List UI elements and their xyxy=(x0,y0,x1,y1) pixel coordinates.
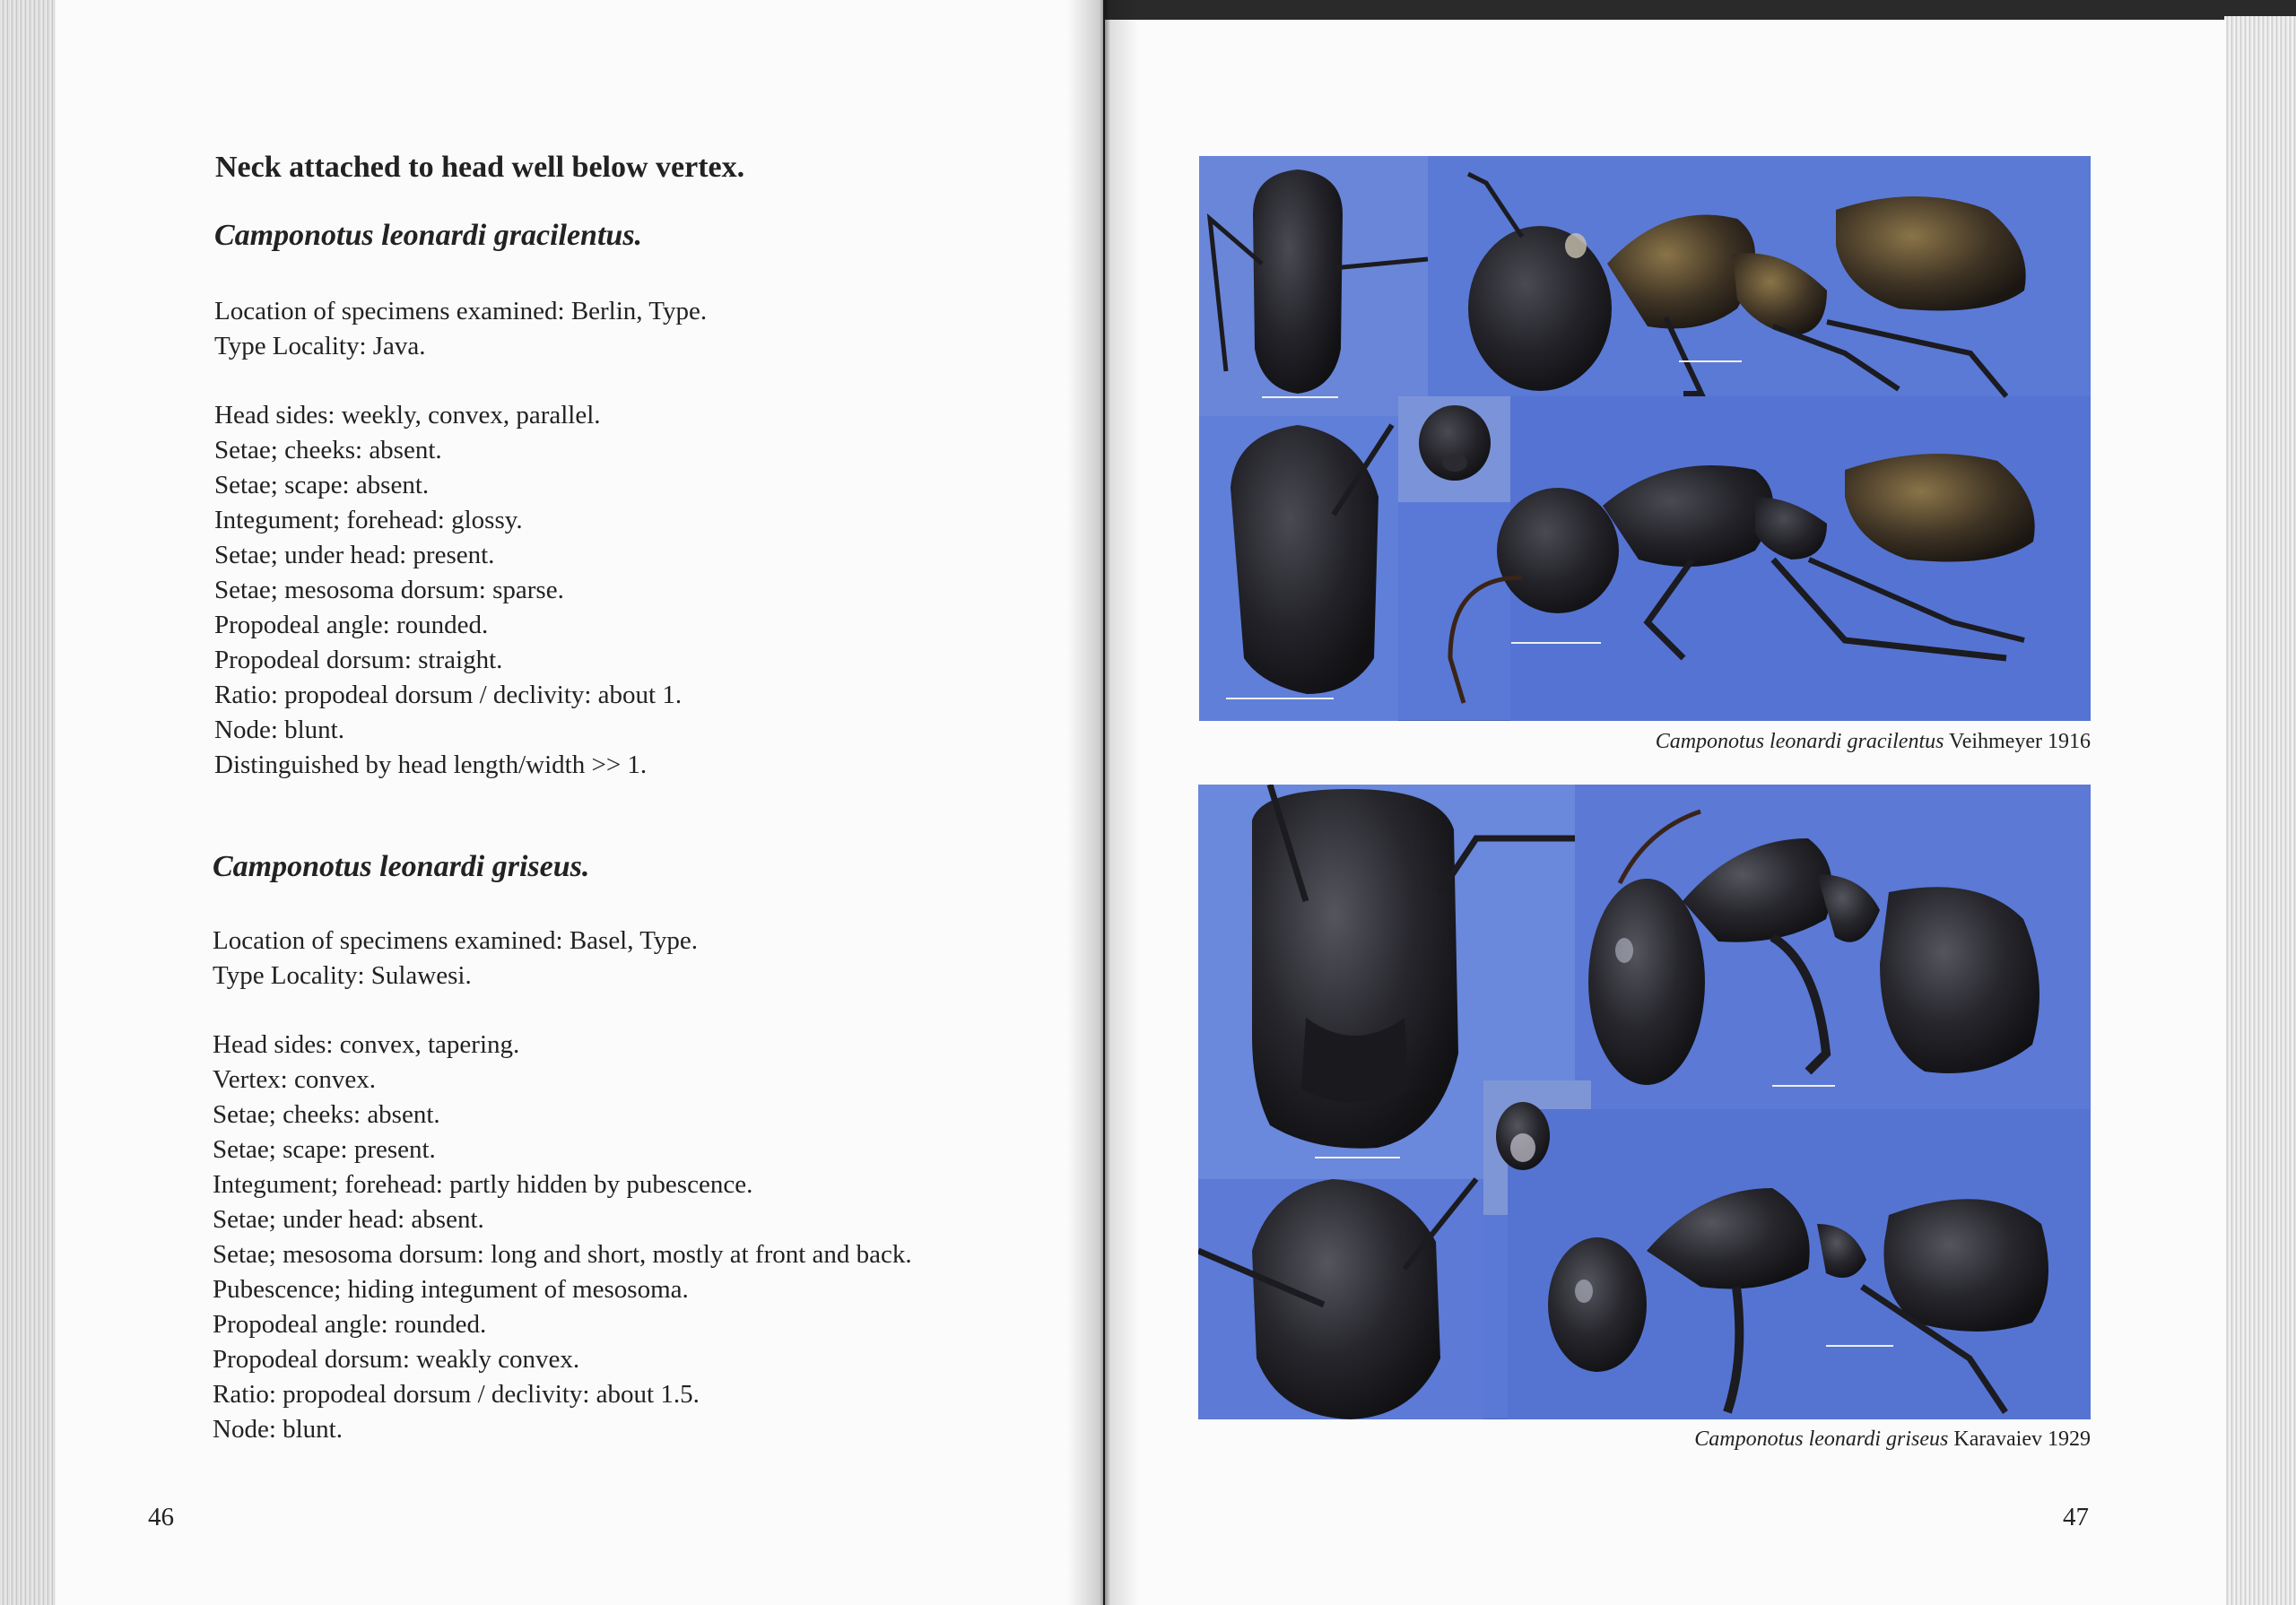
character-line: Ratio: propodeal dorsum / declivity: about 1. xyxy=(214,681,683,709)
head-dorsal-image xyxy=(1226,425,1392,699)
character-line: Propodeal angle: rounded. xyxy=(213,1310,487,1339)
character-line: Setae; cheeks: absent. xyxy=(214,436,442,464)
character-line: Node: blunt. xyxy=(213,1415,343,1444)
character-line: Node: blunt. xyxy=(214,716,344,744)
character-line: Integument; forehead: glossy. xyxy=(214,506,523,534)
photo-plate-gracilentus xyxy=(1199,156,2091,721)
caption-author: Veihmeyer 1916 xyxy=(1944,730,2091,753)
character-line: Propodeal angle: rounded. xyxy=(214,611,489,639)
character-line: Setae; cheeks: absent. xyxy=(213,1100,440,1129)
head-ventral-thumbnail xyxy=(1496,1102,1550,1170)
character-line: Distinguished by head length/width >> 1. xyxy=(214,750,648,779)
species-1-title: Camponotus leonardi gracilentus. xyxy=(214,219,643,252)
character-line: Propodeal dorsum: weakly convex. xyxy=(213,1345,580,1374)
character-line: Setae; scape: present. xyxy=(213,1135,436,1164)
character-line: Head sides: convex, tapering. xyxy=(213,1030,520,1059)
plate-1-caption xyxy=(1656,730,2091,754)
caption-author: Karavaiev 1929 xyxy=(1948,1427,2091,1451)
character-line: Propodeal dorsum: straight. xyxy=(214,646,503,674)
character-line: Head sides: weekly, convex, parallel. xyxy=(214,401,601,429)
book-page-edges-right xyxy=(2224,16,2296,1605)
photo-plate-griseus xyxy=(1198,785,2091,1419)
character-line: Setae; under head: present. xyxy=(214,541,495,569)
species-2-characters xyxy=(213,1028,912,1447)
type-locality-line: Type Locality: Sulawesi. xyxy=(213,961,472,990)
location-line: Location of specimens examined: Berlin, Type. xyxy=(214,297,708,325)
plate-2-caption xyxy=(1694,1427,2091,1452)
character-line: Setae; scape: absent. xyxy=(214,471,430,499)
species-2-locations xyxy=(213,924,698,993)
plate-gracilentus-figure xyxy=(1199,156,2091,721)
species-1-characters xyxy=(214,398,682,783)
caption-species: Camponotus leonardi griseus xyxy=(1694,1427,1949,1451)
character-line: Setae; mesosoma dorsum: long and short, mostly at front and back. xyxy=(213,1240,912,1269)
book-spine-shadow xyxy=(1067,0,1139,1605)
character-line: Vertex: convex. xyxy=(213,1065,376,1094)
caption-species: Camponotus leonardi gracilentus xyxy=(1655,730,1944,753)
species-1-locations xyxy=(214,294,707,364)
species-2-title: Camponotus leonardi griseus. xyxy=(213,850,590,883)
page-number-left: 46 xyxy=(148,1503,174,1531)
page-number-right: 47 xyxy=(2063,1503,2089,1531)
head-ventral-thumbnail xyxy=(1419,405,1491,481)
character-line: Integument; forehead: partly hidden by pubescence. xyxy=(213,1170,753,1199)
key-heading: Neck attached to head well below vertex. xyxy=(215,151,745,184)
character-line: Pubescence; hiding integument of mesosoma. xyxy=(213,1275,689,1304)
location-line: Location of specimens examined: Basel, Type. xyxy=(213,926,699,955)
character-line: Setae; mesosoma dorsum: sparse. xyxy=(214,576,564,604)
character-line: Ratio: propodeal dorsum / declivity: about 1.5. xyxy=(213,1380,700,1409)
plate-griseus-figure xyxy=(1198,785,2091,1419)
type-locality-line: Type Locality: Java. xyxy=(214,332,426,360)
character-line: Setae; under head: absent. xyxy=(213,1205,484,1234)
